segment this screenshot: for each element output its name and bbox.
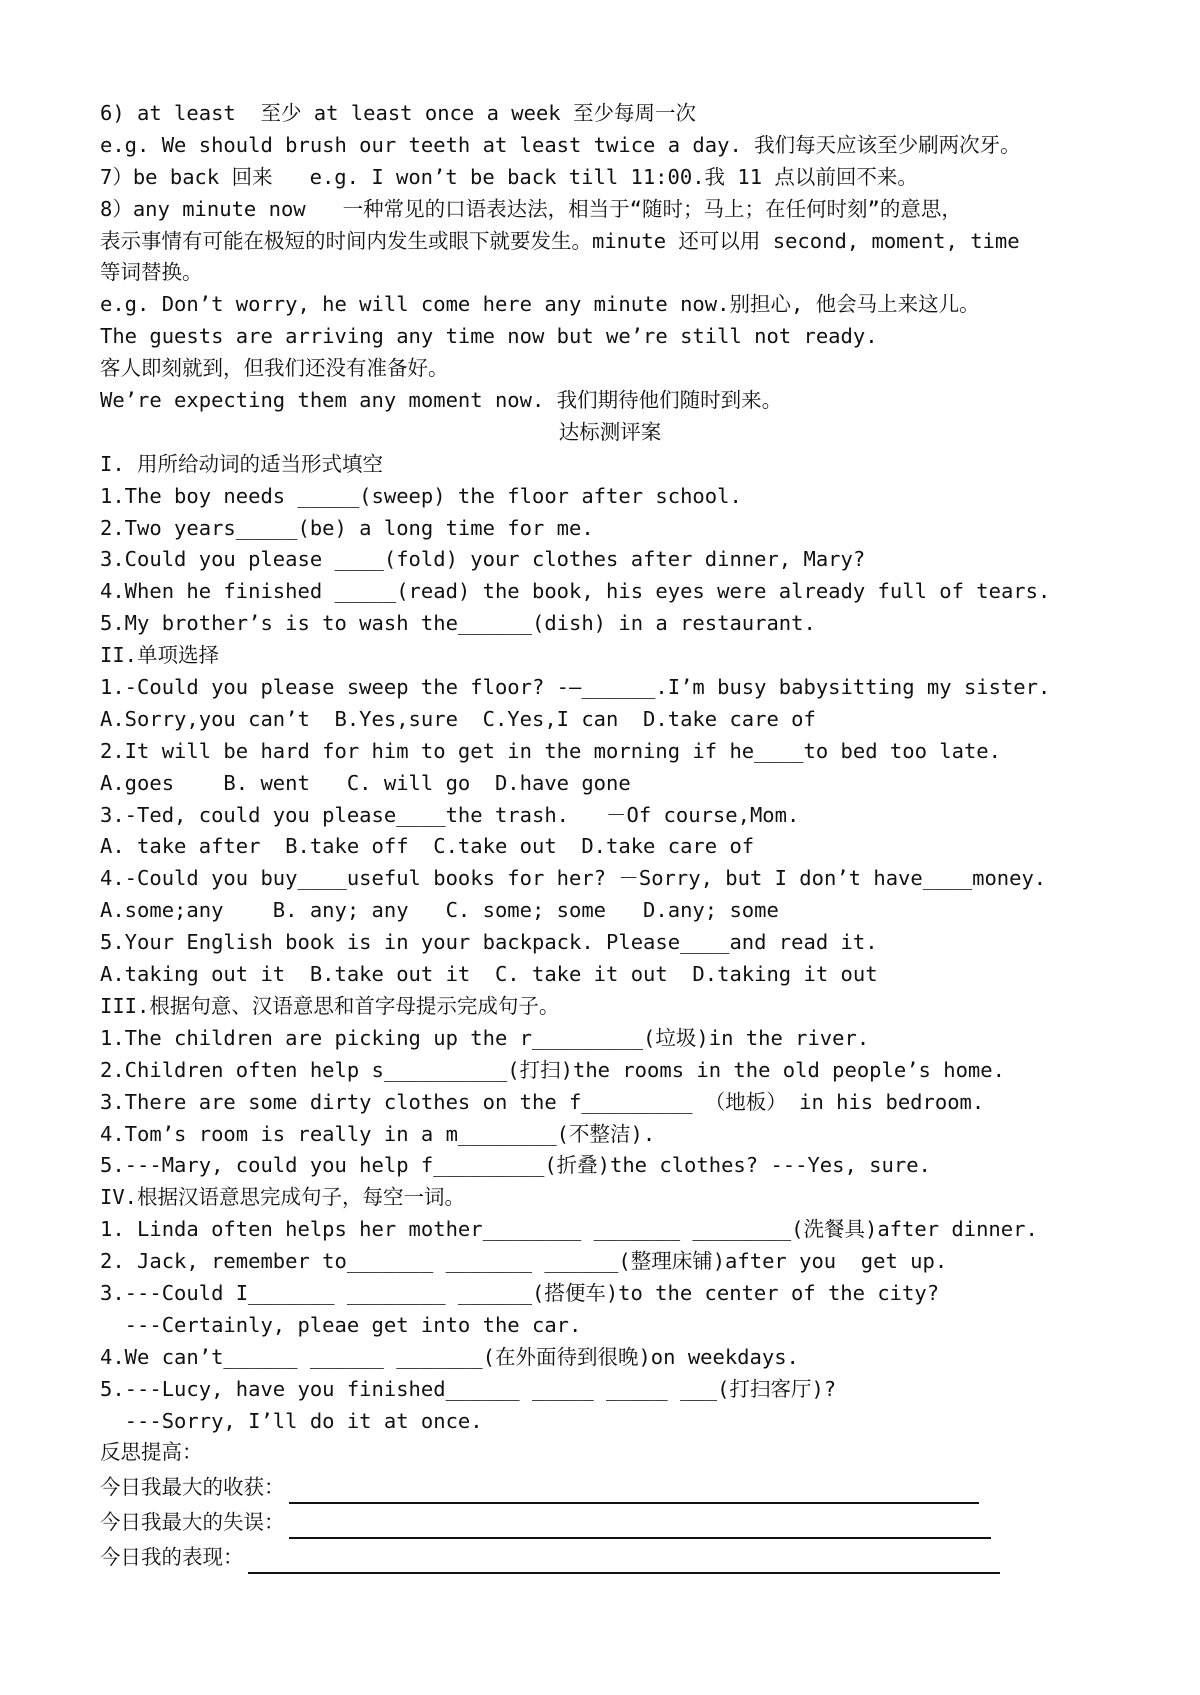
note-line: 客人即刻就到，但我们还没有准备好。 <box>100 356 449 381</box>
question-item: 4.-Could you buy____useful books for her? －Sorry, but I don’t have____money. <box>100 866 1047 891</box>
worksheet-page <box>100 98 1120 1574</box>
note-line: The guests are arriving any time now but we’re still not ready. <box>100 324 878 349</box>
exercise-item: ---Certainly, pleae get into the car. <box>100 1312 582 1337</box>
exercise-item: 4.When he finished _____(read) the book, his eyes were already full of tears. <box>100 579 1051 604</box>
note-line: 等词替换。 <box>100 260 203 285</box>
note-line: 6) at least 至少 at least once a week 至少每周一次 <box>100 101 696 125</box>
answer-options: A.taking out it B.take out it C. take it out D.taking it out <box>100 962 878 987</box>
performance-answer-line[interactable] <box>248 1548 1000 1574</box>
answer-options: A. take after B.take off C.take out D.take care of <box>100 834 755 859</box>
question-item: 2.It will be hard for him to get in the morning if he____to bed too late. <box>100 738 1001 763</box>
part3-heading: III.根据句意、汉语意思和首字母提示完成句子。 <box>100 993 560 1018</box>
section-title: 达标测评案 <box>558 419 662 444</box>
note-line: e.g. Don’t worry, he will come here any minute now.别担心, 他会马上来这儿。 <box>100 292 980 317</box>
question-item: 1.-Could you please sweep the floor? -—______.I’m busy babysitting my sister. <box>100 675 1051 700</box>
exercise-item: 5.My brother’s is to wash the______(dish) in a restaurant. <box>100 611 816 636</box>
exercise-item: 1.The children are picking up the r_________(垃圾)in the river. <box>100 1025 870 1050</box>
part4-section <box>100 1182 1120 1437</box>
note-line: 7）be back 回来 e.g. I won’t be back till 11:00.我 11 点以前回不来。 <box>100 164 918 189</box>
performance-label: 今日我的表现： <box>100 1545 244 1570</box>
gain-label: 今日我最大的收获： <box>100 1475 285 1500</box>
exercise-item: 1.The boy needs _____(sweep) the floor after school. <box>100 483 742 508</box>
gain-answer-line[interactable] <box>289 1478 979 1504</box>
exercise-item: 2.Two years_____(be) a long time for me. <box>100 515 594 540</box>
note-line: We’re expecting them any moment now. 我们期待他们随时到来。 <box>100 388 783 413</box>
mistake-label: 今日我最大的失误： <box>100 1510 285 1535</box>
exercise-item: 2. Jack, remember to_______ _______ ______(整理床铺)after you get up. <box>100 1249 948 1274</box>
exercise-item: 4.We can’t______ ______ _______(在外面待到很晚)on weekdays. <box>100 1344 799 1369</box>
part2-heading: II.单项选择 <box>100 643 220 668</box>
part1-section <box>100 449 1120 640</box>
part4-heading: IV.根据汉语意思完成句子，每空一词。 <box>100 1185 466 1210</box>
exercise-item: 4.Tom’s room is really in a m________(不整洁). <box>100 1121 656 1146</box>
reflection-section <box>100 1437 1120 1574</box>
answer-options: A.goes B. went C. will go D.have gone <box>100 770 631 795</box>
note-line: 表示事情有可能在极短的时间内发生或眼下就要发生。minute 还可以用 second, moment, time <box>100 228 1020 253</box>
exercise-item: 2.Children often help s__________(打扫)the rooms in the old people’s home. <box>100 1057 1005 1082</box>
notes-section <box>100 98 1120 417</box>
note-line: 8）any minute now 一种常见的口语表达法，相当于“随时；马上；在任何时刻”的意思， <box>100 196 962 221</box>
reflection-heading: 反思提高： <box>100 1440 203 1465</box>
answer-options: A.some;any B. any; any C. some; some D.any; some <box>100 898 779 923</box>
note-line: e.g. We should brush our teeth at least twice a day. 我们每天应该至少刷两次牙。 <box>100 132 1021 157</box>
part3-section <box>100 991 1120 1182</box>
exercise-item: 5.---Lucy, have you finished______ _____ _____ ___(打扫客厅)? <box>100 1376 837 1401</box>
exercise-item: 3.---Could I_______ ________ ______(搭便车)to the center of the city? <box>100 1280 940 1305</box>
exercise-item: 3.Could you please ____(fold) your clothes after dinner, Mary? <box>100 547 866 572</box>
performance-row <box>100 1539 1120 1574</box>
exercise-item: 1. Linda often helps her mother________ _______ ________(洗餐具)after dinner. <box>100 1217 1038 1242</box>
question-item: 3.-Ted, could you please____the trash. －Of course,Mom. <box>100 802 800 827</box>
mistake-answer-line[interactable] <box>289 1513 991 1539</box>
exercise-item: 5.---Mary, could you help f_________(折叠)the clothes? ---Yes, sure. <box>100 1153 931 1178</box>
exercise-item: ---Sorry, I’ll do it at once. <box>100 1408 483 1433</box>
part2-section <box>100 640 1120 991</box>
gain-row <box>100 1469 1120 1504</box>
question-item: 5.Your English book is in your backpack. Please____and read it. <box>100 930 878 955</box>
part1-heading: I. 用所给动词的适当形式填空 <box>100 451 384 476</box>
mistake-row <box>100 1504 1120 1539</box>
answer-options: A.Sorry,you can’t B.Yes,sure C.Yes,I can D.take care of <box>100 706 816 731</box>
exercise-item: 3.There are some dirty clothes on the f_________ （地板） in his bedroom. <box>100 1089 985 1114</box>
